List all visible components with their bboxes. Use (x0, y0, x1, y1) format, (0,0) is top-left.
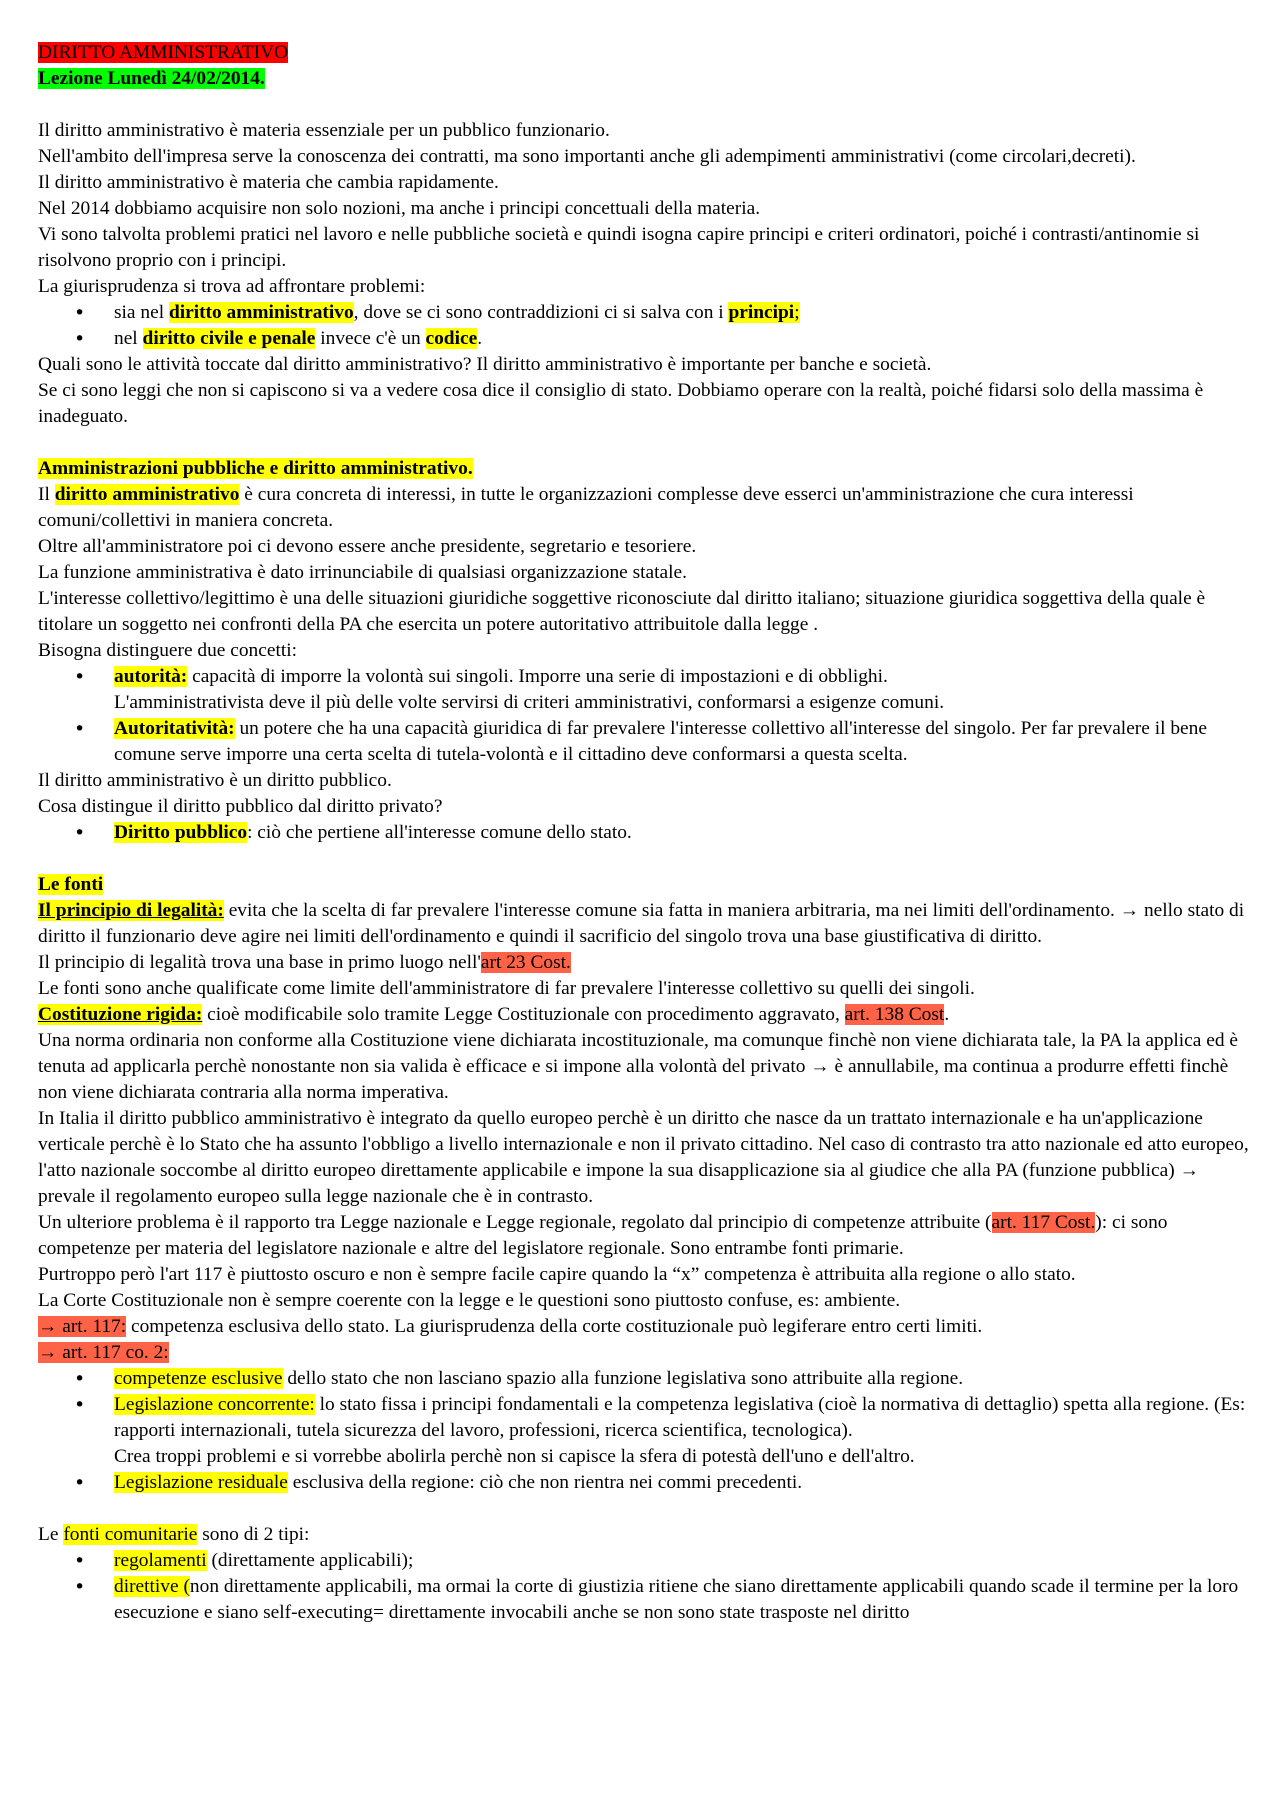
highlight: diritto civile e penale (142, 328, 316, 349)
paragraph (38, 1522, 1250, 1548)
highlight: art. 138 Cost (844, 1004, 945, 1025)
paragraph: Se ci sono leggi che non si capiscono si va a vedere cosa dice il consiglio di stato. Dobbiamo operare con la realtà, poiché fidarsi solo della massima è inadeguato. (38, 380, 1204, 427)
paragraph: Le fonti sono anche qualificate come limite dell'amministratore di far prevalere l'interesse collettivo su quelli dei singoli. (38, 978, 975, 999)
highlight: Legislazione concorrente: (114, 1394, 315, 1415)
text: Le (38, 1524, 64, 1545)
text: non direttamente applicabili, ma ormai la corte di giustizia ritiene che siano direttamente applicabili quando scade il termine per la loro esecuzione e siano self-executing= direttamente invocabili anche se non sono state trasposte nel diritto (114, 1576, 1239, 1623)
highlight: Legislazione residuale (114, 1472, 288, 1493)
paragraph (38, 1314, 1250, 1340)
paragraph: Il diritto amministrativo è un diritto pubblico. (38, 770, 392, 791)
paragraph (38, 1002, 1250, 1028)
paragraph (38, 482, 1250, 534)
doc-title (38, 40, 1250, 66)
text: (direttamente applicabili); (206, 1550, 414, 1571)
highlight: autorità: (114, 666, 188, 687)
paragraph: Oltre all'amministratore poi ci devono essere anche presidente, segretario e tesoriere. (38, 536, 697, 557)
text: dello stato che non lasciano spazio alla funzione legislativa sono attribuite alla regione. (282, 1368, 964, 1389)
text: Un ulteriore problema è il rapporto tra Legge nazionale e Legge regionale, regolato dal principio di competenze attribuite ( (38, 1212, 992, 1233)
highlight: principi (728, 302, 795, 323)
highlight: → art. 117: (38, 1316, 127, 1337)
paragraph: La giurisprudenza si trova ad affrontare problemi: (38, 276, 426, 297)
list-item (38, 326, 1250, 352)
text: Crea troppi problemi e si vorrebbe abolirla perchè non si capisce la sfera di potestà dell'uno e dell'altro. (114, 1446, 915, 1467)
highlight: direttive ( (114, 1576, 190, 1597)
blank-line (38, 846, 1250, 872)
paragraph: Purtroppo però l'art 117 è piuttosto oscuro e non è sempre facile capire quando la “x” competenza è attribuita alla regione o allo stato. (38, 1264, 1076, 1285)
paragraph: Nell'ambito dell'impresa serve la conoscenza dei contratti, ma sono importanti anche gli adempimenti amministrativi (come circolari,decreti). (38, 146, 1136, 167)
section-heading (38, 456, 1250, 482)
highlight: Diritto pubblico (114, 822, 248, 843)
list-item (38, 820, 1250, 846)
list-item (38, 1392, 1250, 1470)
text: lo stato fissa i principi fondamentali e la competenza legislativa (cioè la normativa di dettaglio) spetta alla regione. (Es: rapporti internazionali, tutela sicurezza del lavoro, professioni, ricerca scientifica, tecnologica). (114, 1394, 1246, 1441)
text: cioè modificabile solo tramite Legge Costituzionale con procedimento aggravato, (202, 1004, 845, 1025)
highlight: diritto amministrativo (54, 484, 240, 505)
blank-line (38, 430, 1250, 456)
list-item (38, 1470, 1250, 1496)
text: evita che la scelta di far prevalere l'interesse comune sia fatta in maniera arbitraria, ma nei limiti dell'ordinamento. → nello stato di diritto il funzionario deve agire nei limiti dell'ordinamento e quindi il sacrificio del singolo trova una base giustificativa di diritto. (38, 900, 1245, 947)
highlight: competenze esclusive (114, 1368, 283, 1389)
bullet-list (38, 1548, 1250, 1626)
list-item (38, 1366, 1250, 1392)
text: un potere che ha una capacità giuridica di far prevalere l'interesse collettivo all'interesse del singolo. Per far prevalere il bene comune serve imporre una certa scelta di tutela-volontà e il cittadino deve conformarsi a questa scelta. (114, 718, 1207, 765)
doc-title-text: DIRITTO AMMINISTRATIVO (38, 42, 289, 63)
text: : ciò che pertiene all'interesse comune dello stato. (247, 822, 632, 843)
paragraph (38, 1340, 1250, 1366)
paragraph: Una norma ordinaria non conforme alla Costituzione viene dichiarata incostituzionale, ma comunque finchè non viene dichiarata tale, la PA la applica ed è tenuta ad applicarla perchè nonostante non sia valida è efficace e si impone alla volontà del privato → è annullabile, ma continua a produrre effetti finchè non viene dichiarata contraria alla norma imperativa. (38, 1030, 1238, 1103)
section-heading-text: Amministrazioni pubbliche e diritto amministrativo. (38, 458, 473, 479)
text: Il principio di legalità trova una base in primo luogo nell' (38, 952, 481, 973)
paragraph (38, 950, 1250, 976)
highlight: Autoritatività: (114, 718, 235, 739)
text: sia nel (114, 302, 169, 323)
bullet-list (38, 664, 1250, 768)
paragraph (38, 1210, 1250, 1262)
lesson-date-text: Lezione Lunedì 24/02/2014. (38, 68, 265, 89)
list-item (38, 716, 1250, 768)
highlight: regolamenti (114, 1550, 207, 1571)
bullet-list (38, 820, 1250, 846)
paragraph: Quali sono le attività toccate dal diritto amministrativo? Il diritto amministrativo è importante per banche e società. (38, 354, 932, 375)
paragraph: In Italia il diritto pubblico amministrativo è integrato da quello europeo perchè è un diritto che nasce da un trattato internazionale e ha un'applicazione verticale perchè è lo Stato che ha assunto l'obbligo a livello internazionale e non il privato cittadino. Nel caso di contrasto tra atto nazionale ed atto europeo, l'atto nazionale soccombe al diritto europeo direttamente applicabile e impone la sua disapplicazione sia al giudice che alla PA (funzione pubblica) → prevale il regolamento europeo sulla legge nazionale che è in contrasto. (38, 1108, 1249, 1207)
highlight: diritto amministrativo (168, 302, 354, 323)
text: invece c'è un (315, 328, 426, 349)
text: . (477, 328, 483, 349)
text: sono di 2 tipi: (197, 1524, 310, 1545)
paragraph: Cosa distingue il diritto pubblico dal diritto privato? (38, 796, 443, 817)
highlight: art. 117 Cost. (991, 1212, 1096, 1233)
paragraph: La funzione amministrativa è dato irrinunciabile di qualsiasi organizzazione statale. (38, 562, 687, 583)
bullet-list (38, 300, 1250, 352)
list-item (38, 1574, 1250, 1626)
paragraph: Il diritto amministrativo è materia che cambia rapidamente. (38, 172, 499, 193)
highlight: codice (425, 328, 478, 349)
paragraph: Bisogna distinguere due concetti: (38, 640, 298, 661)
text: esclusiva della regione: ciò che non rientra nei commi precedenti. (287, 1472, 803, 1493)
lesson-date (38, 66, 1250, 92)
text: nel (114, 328, 143, 349)
bullet-list (38, 1366, 1250, 1496)
text: , dove se ci sono contraddizioni ci si salva con i (353, 302, 729, 323)
highlight: art 23 Cost. (480, 952, 571, 973)
text: è cura concreta di interessi, in tutte le organizzazioni complesse deve esserci un'amministrazione che cura interessi comuni/collettivi in maniera concreta. (38, 484, 1134, 531)
text: ): ci sono competenze per materia del legislatore nazionale e altre del legislatore regionale. Sono entrambe fonti primarie. (38, 1212, 1168, 1259)
paragraph: La Corte Costituzionale non è sempre coerente con la legge e le questioni sono piuttosto confuse, es: ambiente. (38, 1290, 901, 1311)
paragraph: L'interesse collettivo/legittimo è una delle situazioni giuridiche soggettive riconosciute dal diritto italiano; situazione giuridica soggettiva della quale è titolare un soggetto nei confronti della PA che esercita un potere autoritativo attribuitole dalla legge . (38, 588, 1206, 635)
section-heading-text: Le fonti (38, 874, 104, 895)
text: competenza esclusiva dello stato. La giurisprudenza della corte costituzionale può legiferare entro certi limiti. (126, 1316, 983, 1337)
text: capacità di imporre la volontà sui singoli. Imporre una serie di impostazioni e di obblighi. (187, 666, 888, 687)
paragraph: Il diritto amministrativo è materia essenziale per un pubblico funzionario. (38, 120, 610, 141)
highlight: ; (794, 302, 800, 323)
paragraph: Nel 2014 dobbiamo acquisire non solo nozioni, ma anche i principi concettuali della materia. (38, 198, 761, 219)
section-heading (38, 872, 1250, 898)
highlight: Costituzione rigida: (38, 1004, 203, 1025)
text: . (944, 1004, 950, 1025)
paragraph (38, 898, 1250, 950)
highlight: fonti comunitarie (63, 1524, 198, 1545)
blank-line (38, 92, 1250, 118)
text: L'amministrativista deve il più delle volte servirsi di criteri amministrativi, conformarsi a esigenze comuni. (114, 692, 945, 713)
text: Il (38, 484, 55, 505)
blank-line (38, 1496, 1250, 1522)
list-item (38, 300, 1250, 326)
highlight: → art. 117 co. 2: (38, 1342, 169, 1363)
paragraph: Vi sono talvolta problemi pratici nel lavoro e nelle pubbliche società e quindi isogna capire principi e criteri ordinatori, poiché i contrasti/antinomie si risolvono proprio con i principi. (38, 224, 1200, 271)
list-item (38, 1548, 1250, 1574)
list-item (38, 664, 1250, 716)
highlight: Il principio di legalità: (38, 900, 224, 921)
